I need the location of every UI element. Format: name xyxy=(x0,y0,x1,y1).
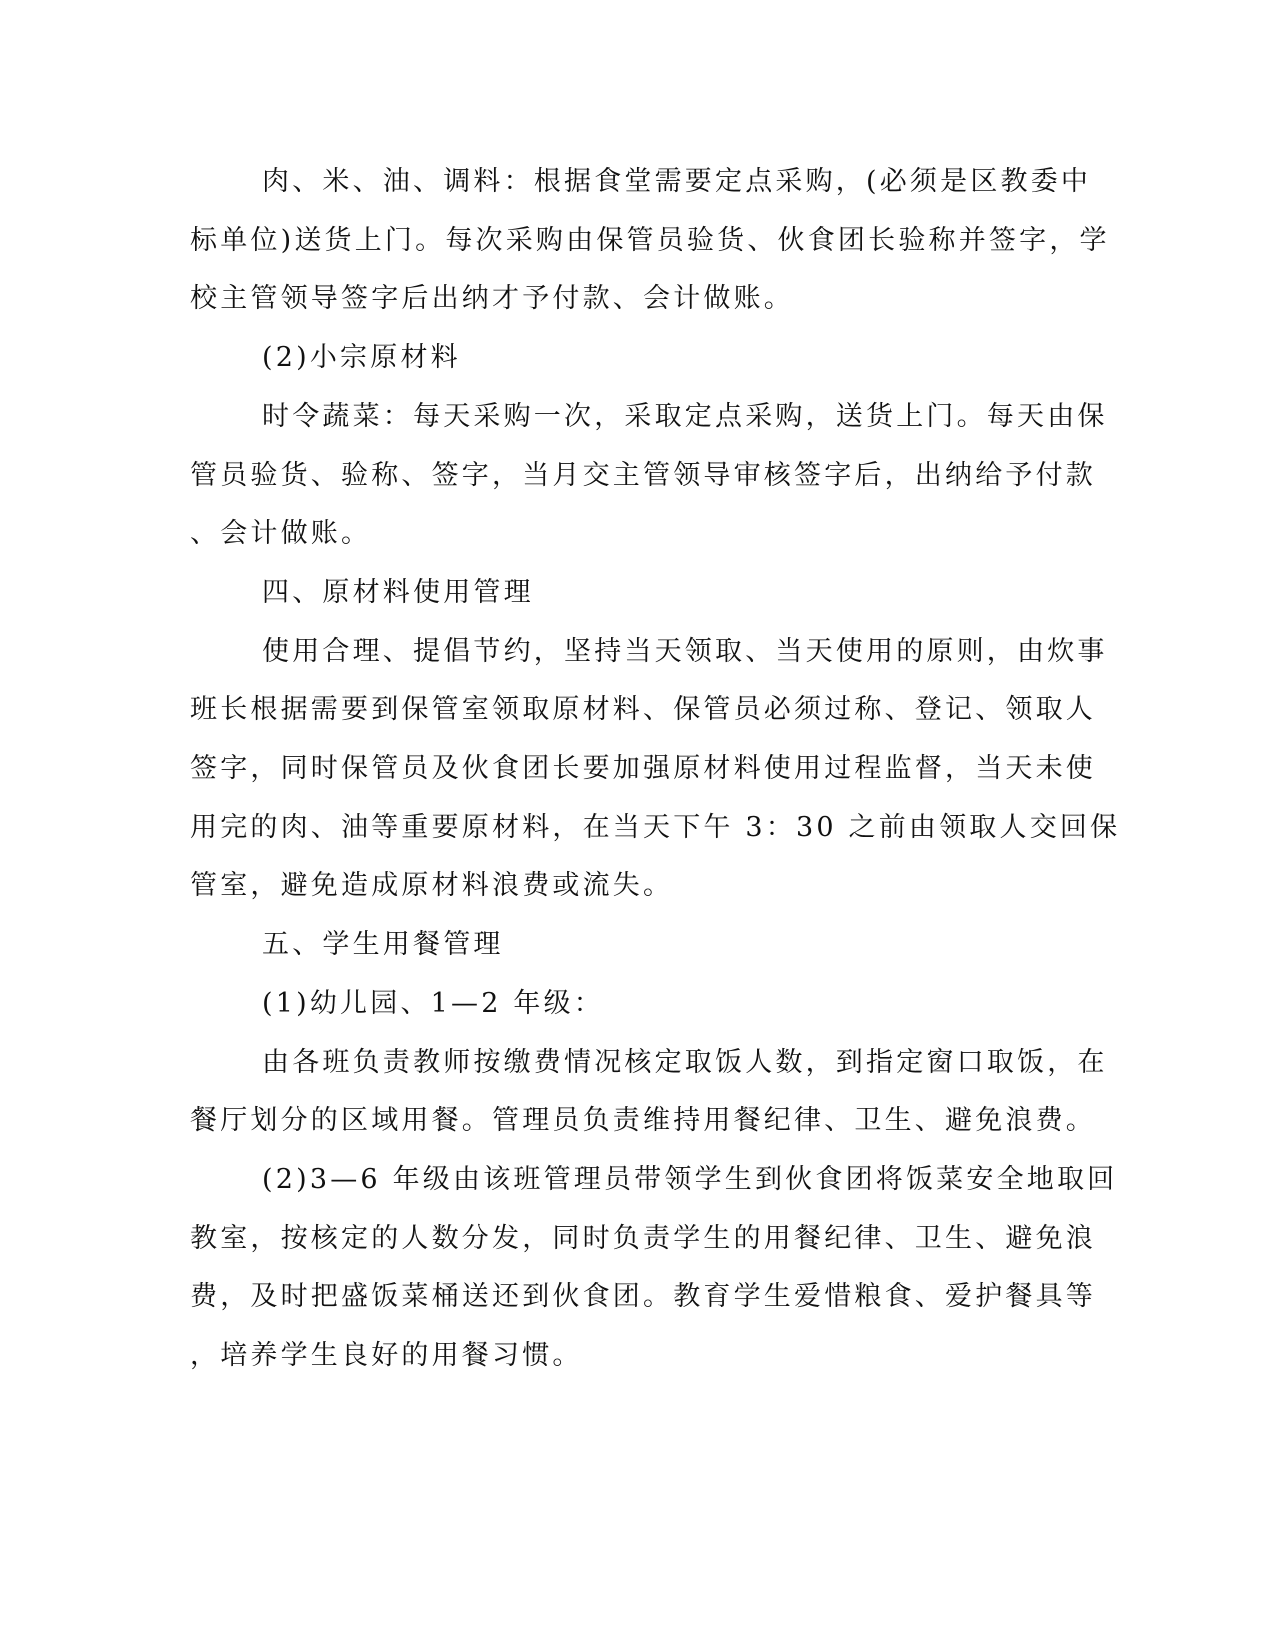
paragraph-line: 费，及时把盛饭菜桶送还到伙食团。教育学生爱惜粮食、爱护餐具等 xyxy=(190,1281,1096,1312)
paragraph-line: 标单位)送货上门。每次采购由保管员验货、伙食团长验称并签字，学 xyxy=(190,225,1110,256)
paragraph-line: 、会计做账。 xyxy=(190,518,372,549)
paragraph-line: 教室，按核定的人数分发，同时负责学生的用餐纪律、卫生、避免浪 xyxy=(190,1223,1096,1254)
paragraph-line: ，培养学生良好的用餐习惯。 xyxy=(190,1340,583,1371)
paragraph-line: 管员验货、验称、签字，当月交主管领导审核签字后，出纳给予付款 xyxy=(190,460,1096,491)
subheading: (1)幼儿园、1—2 年级： xyxy=(262,988,604,1019)
paragraph-line: 班长根据需要到保管室领取原材料、保管员必须过称、登记、领取人 xyxy=(190,694,1096,725)
paragraph-line: 由各班负责教师按缴费情况核定取饭人数，到指定窗口取饭，在 xyxy=(262,1047,1108,1078)
paragraph-line: (2)3—6 年级由该班管理员带领学生到伙食团将饭菜安全地取回 xyxy=(262,1164,1118,1195)
paragraph-line: 用完的肉、油等重要原材料，在当天下午 3：30 之前由领取人交回保 xyxy=(190,812,1121,843)
paragraph-line: 校主管领导签字后出纳才予付款、会计做账。 xyxy=(190,283,794,314)
paragraph-line: 使用合理、提倡节约，坚持当天领取、当天使用的原则，由炊事 xyxy=(262,636,1108,667)
section-heading: 四、原材料使用管理 xyxy=(262,577,534,608)
paragraph-line: 管室，避免造成原材料浪费或流失。 xyxy=(190,870,674,901)
section-heading: 五、学生用餐管理 xyxy=(262,929,504,960)
paragraph-line: 肉、米、油、调料：根据食堂需要定点采购，(必须是区教委中 xyxy=(262,166,1092,197)
paragraph-line: 餐厅划分的区域用餐。管理员负责维持用餐纪律、卫生、避免浪费。 xyxy=(190,1105,1096,1136)
subheading: (2)小宗原材料 xyxy=(262,342,461,373)
paragraph-line: 时令蔬菜：每天采购一次，采取定点采购，送货上门。每天由保 xyxy=(262,401,1108,432)
paragraph-line: 签字，同时保管员及伙食团长要加强原材料使用过程监督，当天未使 xyxy=(190,753,1096,784)
